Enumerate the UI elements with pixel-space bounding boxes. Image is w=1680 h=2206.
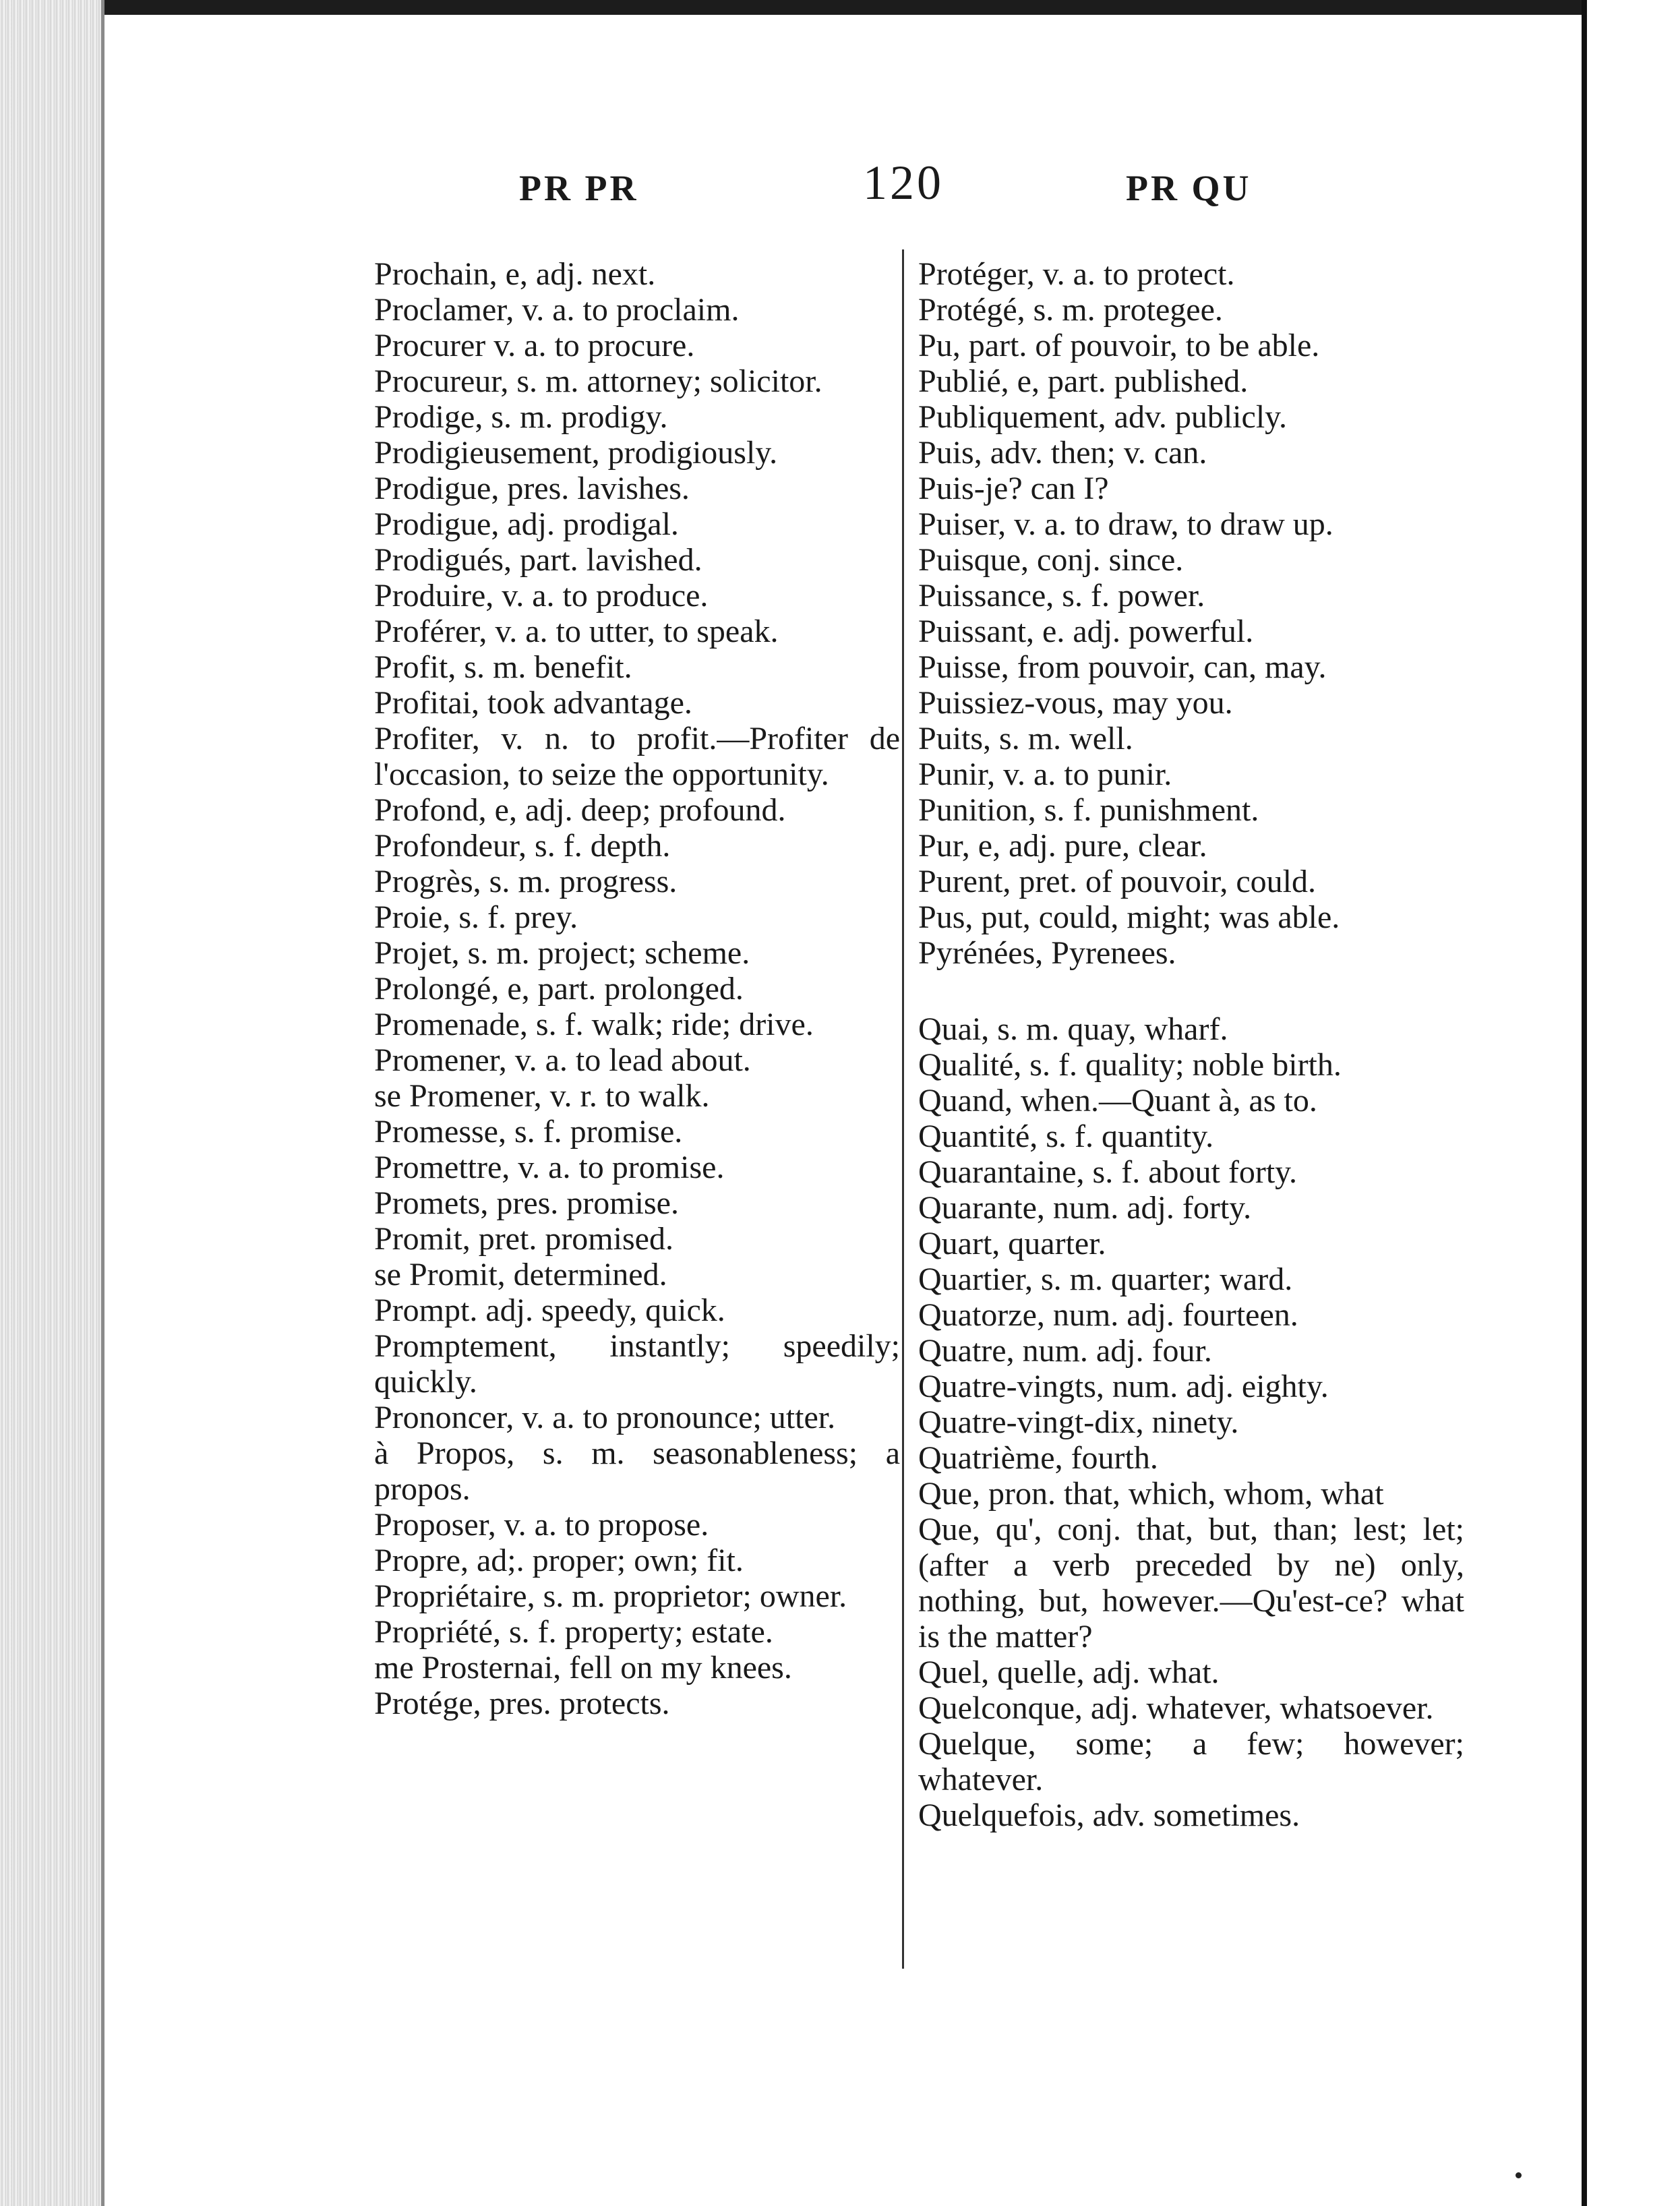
dictionary-entry — [374, 506, 900, 542]
entry-text: Profit, s. m. benefit. — [374, 649, 632, 685]
dictionary-entry — [374, 614, 900, 649]
entry-text: Puisse, from pouvoir, can, may. — [918, 649, 1327, 685]
entry-text: se Promit, determined. — [374, 1257, 667, 1292]
column-divider — [902, 249, 904, 1969]
dictionary-entry — [374, 685, 900, 721]
entry-text: Prolongé, e, part. prolonged. — [374, 971, 744, 1007]
dictionary-entry — [918, 1011, 1464, 1047]
dictionary-entry — [918, 1119, 1464, 1154]
entry-text: Quartier, s. m. quarter; ward. — [918, 1261, 1293, 1297]
entry-text: Proclamer, v. a. to proclaim. — [374, 292, 740, 328]
entry-text: Puis-je? can I? — [918, 471, 1109, 506]
dictionary-entry — [918, 1654, 1464, 1690]
dictionary-entry — [374, 1221, 900, 1257]
entry-text: Procurer v. a. to procure. — [374, 328, 695, 363]
entry-text: Proférer, v. a. to utter, to speak. — [374, 614, 779, 649]
running-header — [506, 155, 1422, 216]
entry-text: Proie, s. f. prey. — [374, 899, 578, 935]
dictionary-entry — [918, 542, 1464, 578]
dictionary-entry — [918, 471, 1464, 506]
dictionary-entry — [374, 1150, 900, 1185]
dictionary-entry — [374, 1686, 900, 1721]
dictionary-entry — [374, 1578, 900, 1614]
dictionary-entry — [374, 935, 900, 971]
dictionary-entry — [918, 1083, 1464, 1119]
dictionary-entry — [918, 1404, 1464, 1440]
entry-text: Projet, s. m. project; scheme. — [374, 935, 750, 971]
dictionary-entry — [374, 1614, 900, 1650]
entry-text: Proposer, v. a. to propose. — [374, 1507, 709, 1543]
entry-text: Propriétaire, s. m. proprietor; owner. — [374, 1578, 847, 1614]
dictionary-entry — [918, 1726, 1464, 1797]
entry-text: Quantité, s. f. quantity. — [918, 1119, 1214, 1154]
dictionary-entry — [374, 1507, 900, 1543]
entry-text: Puissance, s. f. power. — [918, 578, 1205, 614]
entry-text: Quatrième, fourth. — [918, 1440, 1158, 1476]
dictionary-entry — [374, 1042, 900, 1078]
dictionary-entry — [374, 1257, 900, 1292]
entry-text: Quatre-vingts, num. adj. eighty. — [918, 1369, 1329, 1404]
dictionary-entry — [374, 1078, 900, 1114]
page-gutter — [1582, 0, 1587, 2206]
dictionary-entry — [374, 971, 900, 1007]
entry-text: Punition, s. f. punishment. — [918, 792, 1259, 828]
entry-text: Prompt. adj. speedy, quick. — [374, 1292, 725, 1328]
dictionary-entry — [374, 721, 900, 792]
dictionary-entry — [374, 864, 900, 899]
dictionary-entry — [918, 328, 1464, 363]
entry-text: Quatre-vingt-dix, ninety. — [918, 1404, 1239, 1440]
dictionary-entry — [374, 542, 900, 578]
dictionary-entry — [918, 292, 1464, 328]
entry-text: Profondeur, s. f. depth. — [374, 828, 671, 864]
dictionary-entry — [374, 1185, 900, 1221]
dictionary-entry — [918, 435, 1464, 471]
entry-text: Prodigieusement, prodigiously. — [374, 435, 778, 471]
entry-text: Quarante, num. adj. forty. — [918, 1190, 1252, 1226]
dictionary-entry — [918, 935, 1464, 971]
entry-text: Propriété, s. f. property; estate. — [374, 1614, 773, 1650]
dictionary-entry — [918, 1476, 1464, 1512]
entry-text: Promit, pret. promised. — [374, 1221, 673, 1257]
dictionary-entry — [918, 899, 1464, 935]
dictionary-entry — [374, 256, 900, 292]
entry-text: Progrès, s. m. progress. — [374, 864, 678, 899]
dictionary-entry — [918, 864, 1464, 899]
dictionary-entry — [918, 1226, 1464, 1261]
dictionary-entry — [918, 399, 1464, 435]
right-column — [918, 256, 1464, 1833]
dictionary-entry — [918, 1369, 1464, 1404]
entry-text: Pu, part. of pouvoir, to be able. — [918, 328, 1320, 363]
entry-text: Puits, s. m. well. — [918, 721, 1133, 756]
entry-text: Publié, e, part. published. — [918, 363, 1249, 399]
entry-text: Protégé, s. m. protegee. — [918, 292, 1223, 328]
entry-text: Quelque, some; a few; however; whatever. — [918, 1726, 1464, 1797]
entry-text: Quart, quarter. — [918, 1226, 1106, 1261]
book-spine-edge — [0, 0, 101, 2206]
dictionary-entry — [918, 1440, 1464, 1476]
dictionary-entry — [374, 1114, 900, 1150]
entry-text: Pur, e, adj. pure, clear. — [918, 828, 1207, 864]
dictionary-entry — [918, 1190, 1464, 1226]
entry-text: Quel, quelle, adj. what. — [918, 1654, 1220, 1690]
dictionary-entry — [374, 1543, 900, 1578]
dictionary-entry — [918, 1261, 1464, 1297]
entry-text: Promesse, s. f. promise. — [374, 1114, 683, 1150]
dictionary-entry — [374, 828, 900, 864]
entry-text: Prodigués, part. lavished. — [374, 542, 702, 578]
entry-text: Profitai, took advantage. — [374, 685, 692, 721]
entry-text: Que, pron. that, which, whom, what — [918, 1476, 1384, 1512]
scan-edge — [0, 0, 1680, 15]
entry-text: Protéger, v. a. to protect. — [918, 256, 1235, 292]
entry-text: Puis, adv. then; v. can. — [918, 435, 1207, 471]
entry-text: Pus, put, could, might; was able. — [918, 899, 1340, 935]
entry-text: Propre, ad;. proper; own; fit. — [374, 1543, 744, 1578]
dictionary-entry — [374, 292, 900, 328]
dictionary-entry — [918, 649, 1464, 685]
entry-text: Quatorze, num. adj. fourteen. — [918, 1297, 1298, 1333]
entry-text: à Propos, s. m. seasonableness; a propos. — [374, 1435, 900, 1507]
dictionary-entry — [918, 256, 1464, 292]
dictionary-entry — [374, 435, 900, 471]
facing-page-margin — [1587, 0, 1680, 2206]
dictionary-entry — [374, 899, 900, 935]
dictionary-entry — [918, 363, 1464, 399]
dictionary-entry — [918, 828, 1464, 864]
entry-text: Publiquement, adv. publicly. — [918, 399, 1288, 435]
entry-text: Promener, v. a. to lead about. — [374, 1042, 751, 1078]
entry-text: Quand, when.—Quant à, as to. — [918, 1083, 1317, 1119]
entry-text: Pyrénées, Pyrenees. — [918, 935, 1176, 971]
page-number: 120 — [863, 156, 944, 210]
scan-speck — [1516, 2172, 1522, 2178]
dictionary-entry — [918, 578, 1464, 614]
entry-text: Profond, e, adj. deep; profound. — [374, 792, 786, 828]
entry-text: Puiser, v. a. to draw, to draw up. — [918, 506, 1333, 542]
dictionary-entry — [918, 721, 1464, 756]
entry-text: Promets, pres. promise. — [374, 1185, 679, 1221]
dictionary-entry — [918, 1797, 1464, 1833]
dictionary-entry — [374, 471, 900, 506]
dictionary-entry — [374, 1007, 900, 1042]
entry-text: Produire, v. a. to produce. — [374, 578, 709, 614]
dictionary-entry — [374, 1292, 900, 1328]
entry-text: Promptement, instantly; speedily; quickly. — [374, 1328, 900, 1400]
entry-text: Que, qu', conj. that, but, than; lest; let; (after a verb preceded by ne) only, nothing, but, however.—Qu'est-ce? what is the matter? — [918, 1512, 1464, 1654]
entry-text: Profiter, v. n. to profit.—Profiter de l'occasion, to seize the opportunity. — [374, 721, 900, 792]
dictionary-entry — [918, 756, 1464, 792]
entry-text: Protége, pres. protects. — [374, 1686, 670, 1721]
dictionary-entry — [374, 649, 900, 685]
entry-text: Prodigue, adj. prodigal. — [374, 506, 679, 542]
spine-shadow — [101, 0, 104, 2206]
entry-text: Prochain, e, adj. next. — [374, 256, 656, 292]
dictionary-entry — [374, 1400, 900, 1435]
entry-text: Quelquefois, adv. sometimes. — [918, 1797, 1300, 1833]
entry-text: Procureur, s. m. attorney; solicitor. — [374, 363, 822, 399]
dictionary-entry — [918, 1690, 1464, 1726]
dictionary-entry — [374, 399, 900, 435]
entry-text: me Prosternai, fell on my knees. — [374, 1650, 792, 1686]
dictionary-entry — [918, 1047, 1464, 1083]
entry-text: Purent, pret. of pouvoir, could. — [918, 864, 1316, 899]
entry-text: Quai, s. m. quay, wharf. — [918, 1011, 1228, 1047]
entry-text: se Promener, v. r. to walk. — [374, 1078, 710, 1114]
dictionary-entry — [374, 1328, 900, 1400]
entry-text: Prononcer, v. a. to pronounce; utter. — [374, 1400, 836, 1435]
dictionary-entry — [374, 328, 900, 363]
entry-text: Quarantaine, s. f. about forty. — [918, 1154, 1298, 1190]
left-column — [374, 256, 900, 1721]
header-guide-left: PR PR — [519, 168, 639, 208]
entry-text: Promettre, v. a. to promise. — [374, 1150, 725, 1185]
dictionary-entry — [918, 1333, 1464, 1369]
dictionary-entry — [918, 792, 1464, 828]
entry-text: Puissiez-vous, may you. — [918, 685, 1233, 721]
entry-text: Puisque, conj. since. — [918, 542, 1184, 578]
dictionary-entry — [374, 1650, 900, 1686]
dictionary-entry — [374, 792, 900, 828]
dictionary-entry — [918, 506, 1464, 542]
entry-text: Punir, v. a. to punir. — [918, 756, 1172, 792]
entry-text: Quatre, num. adj. four. — [918, 1333, 1212, 1369]
dictionary-entry — [374, 578, 900, 614]
dictionary-entry — [918, 1297, 1464, 1333]
dictionary-entry — [918, 1154, 1464, 1190]
dictionary-entry — [918, 685, 1464, 721]
dictionary-entry — [918, 1512, 1464, 1654]
entry-text: Quelconque, adj. whatever, whatsoever. — [918, 1690, 1434, 1726]
header-guide-right: PR QU — [1126, 168, 1252, 208]
entry-text: Promenade, s. f. walk; ride; drive. — [374, 1007, 814, 1042]
dictionary-entry — [374, 363, 900, 399]
entry-text: Qualité, s. f. quality; noble birth. — [918, 1047, 1342, 1083]
dictionary-entry — [918, 614, 1464, 649]
entry-text: Puissant, e. adj. powerful. — [918, 614, 1254, 649]
dictionary-entry — [374, 1435, 900, 1507]
entry-text: Prodige, s. m. prodigy. — [374, 399, 668, 435]
entry-text: Prodigue, pres. lavishes. — [374, 471, 690, 506]
